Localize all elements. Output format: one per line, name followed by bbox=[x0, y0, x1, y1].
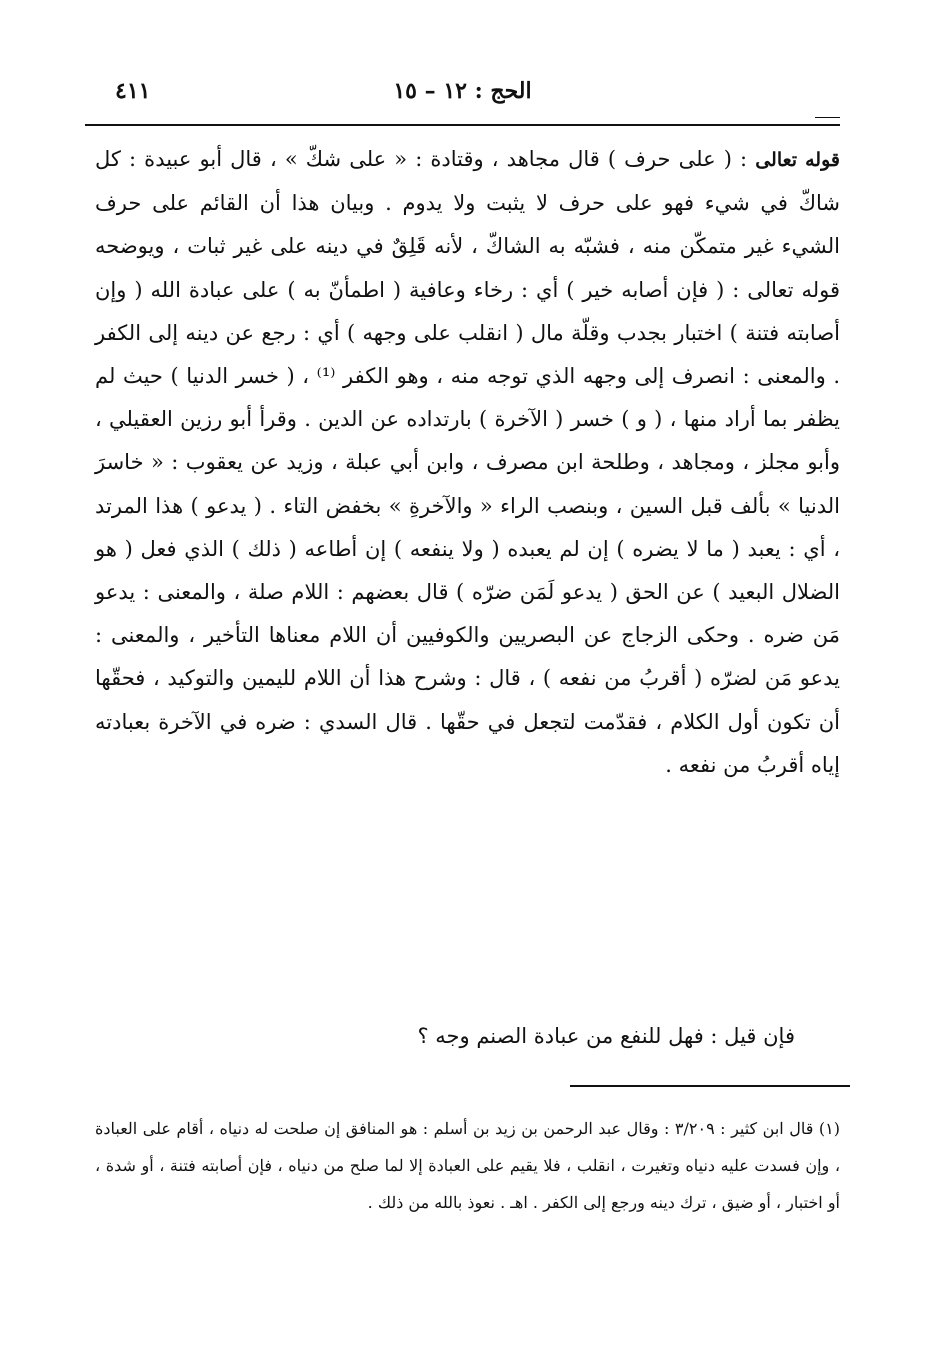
question-line: فإن قيل : فهل للنفع من عبادة الصنم وجه ؟ bbox=[417, 1024, 795, 1048]
main-text bbox=[95, 138, 840, 787]
header-rule-tail bbox=[815, 117, 840, 118]
running-title: الحج : ١٢ – ١٥ bbox=[393, 78, 532, 104]
footnote-text: (١) قال ابن كثير : ٣/٢٠٩ : وقال عبد الرحمن بن زيد بن أسلم : هو المنافق إن صلحت له دنياه ، أقام على العبادة ، وإن فسدت عليه دنياه وتغيرت ، انقلب ، فلا يقيم على العبادة إلا لما صلح من دنياه ، فإن أصابته فتنة ، أو شدة ، أو اختبار ، أو ضيق ، ترك دينه ورجع إلى الكفر . اهـ . نعوذ بالله من ذلك . bbox=[95, 1119, 841, 1212]
page-header bbox=[85, 78, 840, 124]
paragraph bbox=[95, 138, 840, 787]
footnote bbox=[95, 1110, 840, 1221]
footnote-rule bbox=[570, 1085, 850, 1087]
lead-word: قوله تعالى bbox=[755, 149, 840, 171]
page-number: ٤١١ bbox=[115, 78, 151, 104]
header-rule bbox=[85, 124, 840, 126]
paragraph-text: : ( على حرف ) قال مجاهد ، وقتادة : « على شكّ » ، قال أبو عبيدة : كل شاكّ في شيء فهو على حرف لا يثبت ولا يدوم . وبيان هذا أن القائم على حرف الشيء غير متمكّن منه ، فشبّه به الشاكّ ، لأنه قَلِقٌ في دينه على غير ثبات ، ويوضحه قوله تعالى : ( فإن أصابه خير ) أي : رخاء وعافية ( اطمأنّ به ) على عبادة الله ( وإن أصابته فتنة ) اختبار بجدب وقلّة مال ( انقلب على وجهه ) أي : رجع عن دينه إلى الكفر . والمعنى : انصرف إلى وجهه الذي توجه منه ، وهو الكفر ⁽¹⁾ ، ( خسر الدنيا ) حيث لم يظفر بما أراد منها ، ( و ) خسر ( الآخرة ) بارتداده عن الدين . وقرأ أبو رزين العقيلي ، وأبو مجلز ، ومجاهد ، وطلحة ابن مصرف ، وابن أبي عبلة ، وزيد عن يعقوب : « خاسرَ الدنيا » بألف قبل السين ، وبنصب الراء « والآخرةِ » بخفض التاء . ( يدعو ) هذا المرتد ، أي : يعبد ( ما لا يضره ) إن لم يعبده ( ولا ينفعه ) إن أطاعه ( ذلك ) الذي فعل ( هو الضلال البعيد ) عن الحق ( يدعو لَمَن ضرّه ) قال بعضهم : اللام صلة ، والمعنى : يدعو مَن ضره . وحكى الزجاج عن البصريين والكوفيين أن اللام معناها التأخير ، والمعنى : يدعو مَن لضرّه ( أقربُ من نفعه ) ، قال : وشرح هذا أن اللام لليمين والتوكيد ، فحقّها أن تكون أول الكلام ، فقدّمت لتجعل في حقّها . قال السدي : ضره في الآخرة بعبادته إياه أقربُ من نفعه . bbox=[95, 147, 840, 777]
